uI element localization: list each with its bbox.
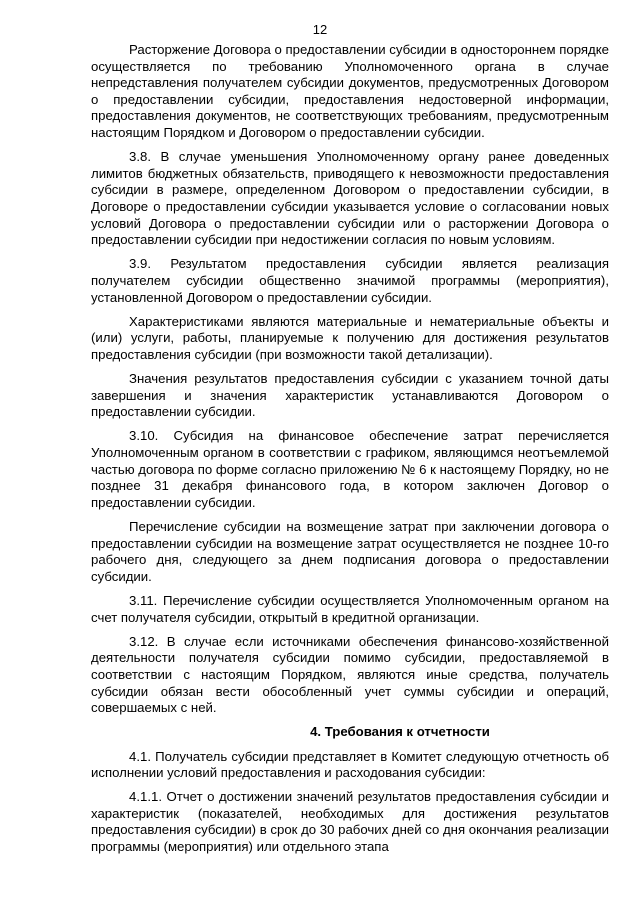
section-heading: 4. Требования к отчетности — [310, 724, 490, 740]
paragraph-3-12: 3.12. В случае если источниками обеспечения финансово-хозяйственной деятельности получателя субсидии помимо субсидии, предоставляемой в соответствии с настоящим Порядком, являются иные средства, получатель субсидии обязан вести обособленный учет суммы субсидии и операций, совершаемых с ней. — [91, 633, 609, 716]
paragraph-3-11: 3.11. Перечисление субсидии осуществляется Уполномоченным органом на счет получателя субсидии, открытый в кредитной организации. — [91, 592, 609, 625]
document-body — [91, 42, 609, 863]
page-number: 12 — [312, 22, 328, 37]
paragraph-characteristics: Характеристиками являются материальные и нематериальные объекты и (или) услуги, работы, планируемые к получению для достижения результатов предоставления субсидии (при возможности такой детализации). — [91, 313, 609, 362]
paragraph-3-10: 3.10. Субсидия на финансовое обеспечение затрат перечисляется Уполномоченным органом в соответствии с графиком, являющимся неотъемлемой частью договора по форме согласно приложению № 6 к настоящему Порядку, но не позднее 31 декабря финансового года, в котором заключен Договор о предоставлении субсидии. — [91, 428, 609, 510]
paragraph-3-9: 3.9. Результатом предоставления субсидии является реализация получателем субсидии общественно значимой программы (мероприятия), установленной Договором о предоставлении субсидии. — [91, 256, 609, 305]
paragraph-4-1-1: 4.1.1. Отчет о достижении значений результатов предоставления субсидии и характеристик (показателей, необходимых для достижения результатов предоставления субсидии) в срок до 30 рабочих дней со дня окончания реализации программы (мероприятия) или отдельного этапа — [91, 789, 610, 855]
paragraph-4-1: 4.1. Получатель субсидии представляет в Комитет следующую отчетность об исполнении условий предоставления и расходования субсидии: — [91, 748, 609, 781]
paragraph-termination: Расторжение Договора о предоставлении субсидии в одностороннем порядке осуществляется по требованию Уполномоченного органа в случае непредставления получателем субсидии документов, предусмотренных Договором о предоставлении субсидии, предоставления недостоверной информации, предоставления документов, не соответствующих требованиям, предусмотренным настоящим Порядком и Договором о предоставлении субсидии. — [91, 42, 609, 140]
paragraph-transfer: Перечисление субсидии на возмещение затрат при заключении договора о предоставлении субсидии на возмещение затрат осуществляется не позднее 10-го рабочего дня, следующего за днем подписания договора о предоставлении субсидии. — [91, 519, 609, 584]
paragraph-3-8: 3.8. В случае уменьшения Уполномоченному органу ранее доведенных лимитов бюджетных обязательств, приводящего к невозможности предоставления субсидии в размере, определенном Договором о предоставлении субсидии, в Договоре о предоставлении субсидии указывается условие о согласовании новых условий Договора о предоставлении субсидии или о расторжении Договора о предоставлении субсидии при недостижении согласия по новым условиям. — [91, 149, 609, 248]
paragraph-result-values: Значения результатов предоставления субсидии с указанием точной даты завершения и значения характеристик устанавливаются Договором о предоставлении субсидии. — [91, 371, 609, 420]
